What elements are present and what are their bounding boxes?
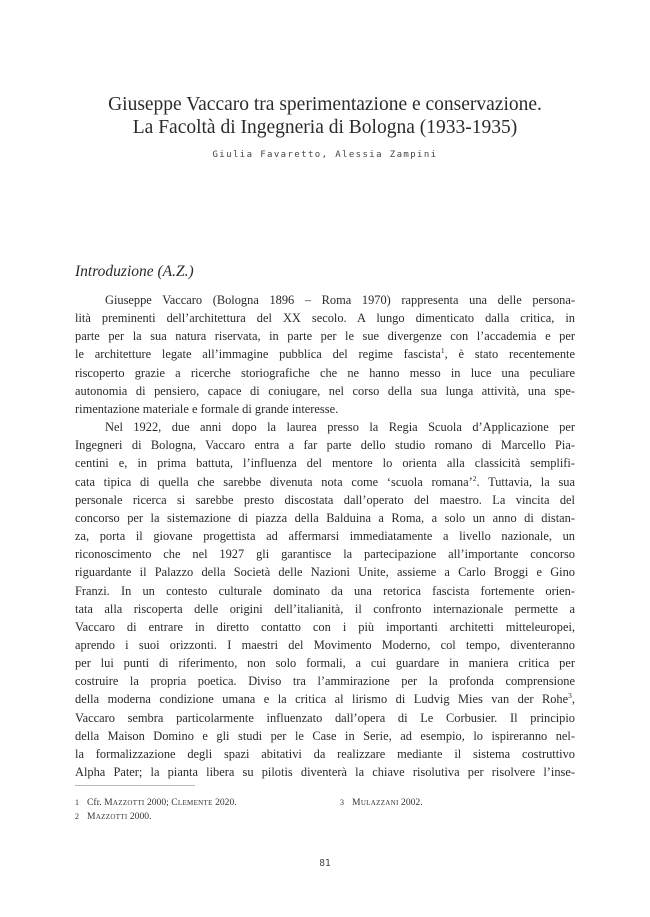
article-title-line-2: La Facoltà di Ingegneria di Bologna (1933-1935) [132, 117, 518, 138]
section-heading: Introduzione (A.Z.) [75, 263, 194, 280]
body-line: centini e, in prima battuta, l’influenza del mentore lo orienta alla classicità semplifi- [75, 456, 575, 471]
body-line [75, 690, 575, 708]
body-line: costruire la propria poetica. Diviso tra l’ammirazione per la profonda comprensione [75, 674, 575, 689]
footnote [75, 810, 325, 824]
body-line: lità preminenti dell’architettura del XX secolo. A lungo dimenticato dalla critica, in [75, 311, 575, 326]
page-number: 81 [319, 858, 331, 869]
footnote-citation: Mulazzani [352, 797, 399, 808]
footnote-number: 1 [75, 798, 79, 807]
body-line: riguardante il Palazzo della Società delle Nazioni Unite, assieme a Carlo Broggi e Gino [75, 565, 575, 580]
body-line-text: cata tipica di quella che sarebbe divenuta nota come ‘scuola romana’ [75, 474, 473, 489]
footnote-citation: Mazzotti [104, 797, 145, 808]
footnote-text: Cfr. [87, 797, 105, 808]
footnote-text: 2000; [144, 797, 172, 808]
footnotes-right-column [340, 796, 570, 810]
body-line: autonomia di pensiero, capace di coniugare, nel corso della sua lunga attività, una spe- [75, 383, 575, 398]
body-line: concorso per la sistemazione di piazza della Balduina a Roma, a solo un anno di distan- [75, 510, 575, 525]
footnote-ref: 1 [440, 346, 445, 356]
footnotes-left-column [75, 796, 325, 824]
footnote [340, 796, 570, 810]
footnote [75, 796, 325, 810]
body-line: Giuseppe Vaccaro (Bologna 1896 – Roma 1970) rappresenta una delle persona- [105, 293, 575, 307]
body-line: riscoperto grazie a ricerche storiografiche che ne hanno messo in luce una peculiare [75, 365, 575, 380]
body-line: za, porta il giovane progettista ad affermarsi immediatamente a livello nazionale, un [75, 529, 575, 544]
body-line: riconoscimento che nel 1927 gli garantisce la partecipazione all’importante concorso [75, 547, 575, 562]
footnote-text: 2020. [212, 797, 237, 808]
footnote-text: 2000. [127, 811, 152, 822]
footnote-citation: Clemente [171, 797, 213, 808]
body-line: Alpha Pater; la pianta libera su pilotis diventerà la chiave risolutiva per risolvere l’inse- [75, 765, 575, 780]
body-line-text: le architetture legate all’immagine pubblica del regime fascista [75, 347, 441, 362]
body-line: Franzi. In un contesto culturale dominato da una retorica fascista fortemente orien- [75, 583, 575, 598]
body-line: aprendo i suoi orizzonti. I maestri del Movimento Moderno, col tempo, diventeranno [75, 637, 575, 652]
body-line: Vaccaro sembra particolarmente influenzato dall’opera di Le Corbusier. Il principio [75, 710, 575, 725]
authors-byline: Giulia Favaretto, Alessia Zampini [212, 150, 438, 160]
body-line: per lui punti di riferimento, non solo formali, a cui guardare in maniera critica per [75, 656, 575, 671]
body-line: parte per la sua natura riservata, in parte per le sue divergenze con l’accademia e per [75, 329, 575, 344]
body-line: Vaccaro di entrare in diretto contatto con i più importanti architetti mitteleuropei, [75, 619, 575, 634]
body-line: la formalizzazione degli spazi abitativi da realizzare mediante il sistema costruttivo [75, 746, 575, 761]
footnote-separator [75, 785, 195, 786]
body-line: Nel 1922, due anni dopo la laurea presso la Regia Scuola d’Applicazione per [105, 420, 575, 435]
body-line [75, 473, 575, 491]
footnote-number: 3 [340, 798, 344, 807]
footnote-ref: 3 [568, 691, 572, 701]
footnote-citation: Mazzotti [87, 811, 128, 822]
article-title [40, 93, 610, 139]
footnote-number: 2 [75, 812, 79, 821]
footnote-ref: 2 [472, 473, 477, 483]
body-line: tata alla riscoperta delle origini dell’italianità, il confronto internazionale permette a [75, 601, 575, 616]
body-line-text: . Tuttavia, la sua [476, 474, 575, 489]
body-line: personale ricerca si sarebbe presto discostata dall’operato del maestro. La vincita del [75, 492, 575, 507]
footnote-text: 2002. [398, 797, 423, 808]
body-line: rimentazione materiale e formale di grande interesse. [75, 401, 339, 416]
body-line-text: della moderna condizione umana e la critica al lirismo di Ludvig Mies van der Rohe [75, 692, 569, 707]
body-line: Ingegneri di Bologna, Vaccaro entra a far parte dello studio romano di Marcello Pia- [75, 438, 575, 453]
body-line-text: , è stato recentemente [444, 347, 575, 362]
body-line [75, 345, 575, 363]
body-text [75, 291, 575, 781]
article-title-line-1: Giuseppe Vaccaro tra sperimentazione e conservazione. [108, 94, 542, 115]
body-line: della Maison Domino e gli studi per le Case in Serie, ad esempio, lo ispireranno nel- [75, 728, 575, 743]
body-line-text: , [571, 692, 575, 707]
